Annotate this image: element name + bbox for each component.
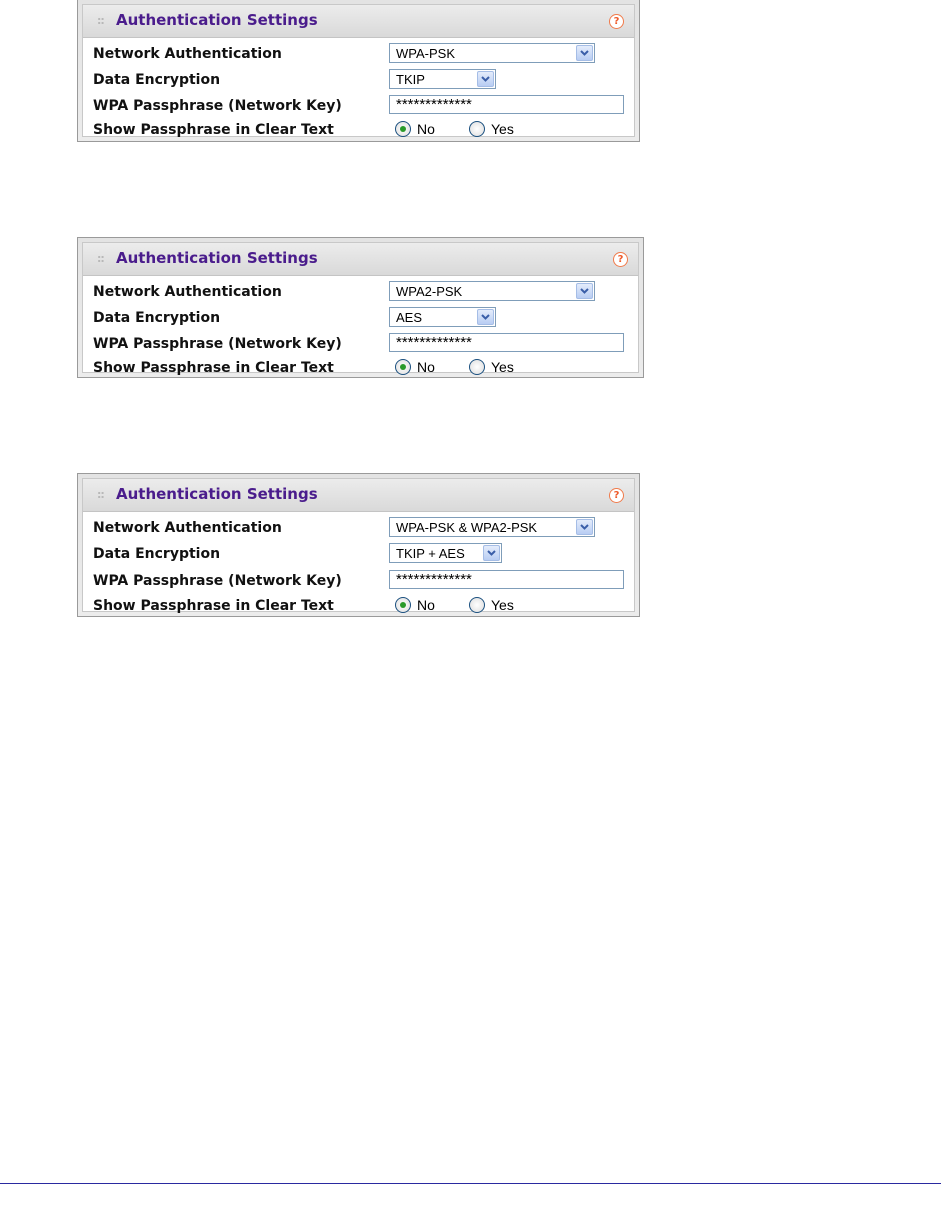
wpa-passphrase-row — [83, 94, 634, 118]
network-authentication-row — [83, 516, 634, 540]
wpa-passphrase-label: WPA Passphrase (Network Key) — [93, 573, 342, 589]
show-passphrase-radio-group — [395, 121, 535, 139]
grip-icon: :: — [97, 252, 104, 265]
data-encryption-select[interactable] — [389, 307, 496, 327]
chevron-down-icon[interactable] — [483, 545, 500, 561]
footer-divider — [0, 1183, 941, 1184]
radio-yes[interactable] — [469, 121, 485, 137]
chevron-down-icon[interactable] — [576, 45, 593, 61]
show-passphrase-row — [83, 594, 634, 618]
radio-selected-dot — [400, 126, 406, 132]
wpa-passphrase-value: ************* — [396, 571, 472, 588]
chevron-down-icon[interactable] — [576, 283, 593, 299]
chevron-down-icon[interactable] — [477, 309, 494, 325]
wpa-passphrase-label: WPA Passphrase (Network Key) — [93, 336, 342, 352]
network-authentication-row — [83, 280, 638, 304]
show-passphrase-label: Show Passphrase in Clear Text — [93, 598, 334, 614]
data-encryption-label: Data Encryption — [93, 310, 221, 326]
panel-title: Authentication Settings — [116, 11, 318, 29]
wpa-passphrase-input[interactable] — [389, 570, 624, 589]
network-authentication-row — [83, 42, 634, 66]
chevron-down-icon[interactable] — [477, 71, 494, 87]
help-icon[interactable]: ? — [613, 252, 628, 267]
radio-no[interactable] — [395, 597, 411, 613]
data-encryption-value: AES — [396, 310, 423, 325]
radio-yes[interactable] — [469, 597, 485, 613]
help-icon[interactable]: ? — [609, 14, 624, 29]
authentication-settings-panel-2 — [77, 237, 644, 378]
panel-title: Authentication Settings — [116, 249, 318, 267]
data-encryption-row — [83, 68, 634, 92]
network-authentication-value: WPA-PSK — [396, 46, 455, 61]
panel-body — [82, 478, 635, 612]
help-icon[interactable]: ? — [609, 488, 624, 503]
radio-yes-label: Yes — [491, 597, 514, 613]
radio-no-label: No — [417, 121, 435, 137]
show-passphrase-row — [83, 118, 634, 142]
network-authentication-select[interactable] — [389, 281, 595, 301]
grip-icon: :: — [97, 14, 104, 27]
network-authentication-select[interactable] — [389, 43, 595, 63]
data-encryption-select[interactable] — [389, 543, 502, 563]
panel-header — [83, 243, 638, 276]
wpa-passphrase-row — [83, 332, 638, 356]
show-passphrase-radio-group — [395, 359, 535, 377]
data-encryption-row — [83, 306, 638, 330]
show-passphrase-label: Show Passphrase in Clear Text — [93, 122, 334, 138]
network-authentication-label: Network Authentication — [93, 46, 282, 62]
radio-no-label: No — [417, 597, 435, 613]
radio-no[interactable] — [395, 359, 411, 375]
data-encryption-label: Data Encryption — [93, 546, 221, 562]
network-authentication-label: Network Authentication — [93, 520, 282, 536]
panel-header — [83, 5, 634, 38]
radio-no[interactable] — [395, 121, 411, 137]
radio-yes[interactable] — [469, 359, 485, 375]
panel-body — [82, 4, 635, 137]
network-authentication-value: WPA2-PSK — [396, 284, 463, 299]
data-encryption-row — [83, 542, 634, 566]
wpa-passphrase-input[interactable] — [389, 95, 624, 114]
wpa-passphrase-label: WPA Passphrase (Network Key) — [93, 98, 342, 114]
data-encryption-value: TKIP — [396, 72, 425, 87]
wpa-passphrase-row — [83, 569, 634, 593]
wpa-passphrase-value: ************* — [396, 96, 472, 113]
radio-yes-label: Yes — [491, 121, 514, 137]
data-encryption-select[interactable] — [389, 69, 496, 89]
radio-no-label: No — [417, 359, 435, 375]
show-passphrase-radio-group — [395, 597, 535, 615]
panel-title: Authentication Settings — [116, 485, 318, 503]
radio-selected-dot — [400, 602, 406, 608]
network-authentication-value: WPA-PSK & WPA2-PSK — [396, 520, 538, 535]
radio-yes-label: Yes — [491, 359, 514, 375]
chevron-down-icon[interactable] — [576, 519, 593, 535]
grip-icon: :: — [97, 488, 104, 501]
show-passphrase-row — [83, 356, 638, 380]
network-authentication-label: Network Authentication — [93, 284, 282, 300]
data-encryption-value: TKIP + AES — [396, 546, 465, 561]
authentication-settings-panel-1 — [77, 0, 640, 142]
wpa-passphrase-input[interactable] — [389, 333, 624, 352]
network-authentication-select[interactable] — [389, 517, 595, 537]
panel-body — [82, 242, 639, 376]
wpa-passphrase-value: ************* — [396, 334, 472, 351]
authentication-settings-panel-3 — [77, 473, 640, 617]
show-passphrase-label: Show Passphrase in Clear Text — [93, 360, 334, 376]
data-encryption-label: Data Encryption — [93, 72, 221, 88]
radio-selected-dot — [400, 364, 406, 370]
panel-header — [83, 479, 634, 512]
